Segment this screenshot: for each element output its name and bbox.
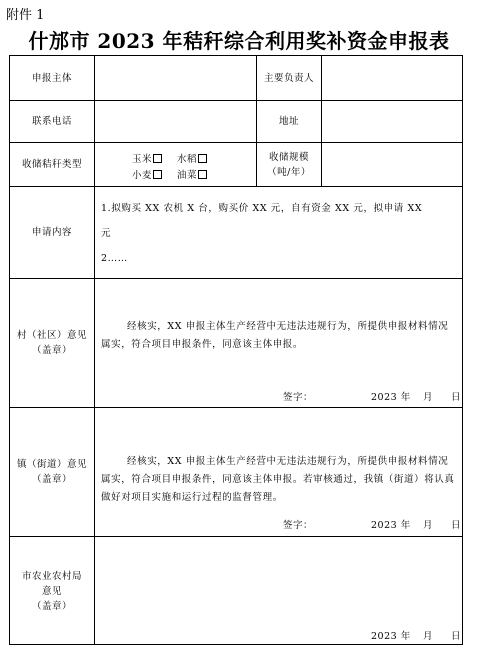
principal-label: 主要负责人: [263, 72, 314, 84]
principal-value-field[interactable]: [322, 56, 462, 100]
rice-checkbox[interactable]: [198, 154, 207, 163]
village-sign-label: 签字：: [283, 392, 314, 403]
straw-option-rice[interactable]: 水稻: [177, 151, 207, 165]
applicant-label: 申报主体: [31, 72, 72, 84]
town-date-year: 2023 年: [371, 520, 411, 531]
village-opinion-label: 村（社区）意见 （盖章）: [16, 330, 87, 356]
attachment-label: 附件 1: [6, 8, 45, 23]
phone-label: 联系电话: [31, 116, 72, 127]
scale-value-field[interactable]: [322, 143, 462, 186]
town-date-month: 月: [423, 520, 434, 531]
bureau-date-year: 2023 年: [371, 631, 411, 642]
scale-label: 收储规模 （吨/年）: [267, 151, 311, 178]
village-date-year: 2023 年: [371, 392, 411, 403]
application-content-label: 申请内容: [31, 227, 72, 238]
town-date-day: 日: [451, 520, 462, 531]
straw-option-rapeseed[interactable]: 油菜: [177, 167, 207, 181]
town-sign-label: 签字：: [283, 520, 314, 531]
town-opinion-text: 经核实，XX 申报主体生产经营中无违法违规行为，所提供申报材料情况属实，符合项目申报条件，同意该主体申报。若审核通过，我镇（街道）将认真做好对项目实施和运行过程的监督管理。: [101, 456, 455, 503]
bureau-opinion-label: 市农业农村局 意见 （盖章）: [21, 570, 82, 612]
address-value-field[interactable]: [322, 101, 462, 142]
straw-option-corn[interactable]: 玉米: [132, 151, 162, 165]
village-opinion-text: 经核实，XX 申报主体生产经营中无违法违规行为，所提供申报材料情况属实，符合项目申报条件，同意该主体申报。: [101, 321, 449, 350]
straw-type-label: 收储秸秆类型: [21, 159, 82, 170]
village-date-month: 月: [423, 392, 434, 403]
application-form-table: [9, 55, 463, 645]
bureau-date-month: 月: [423, 631, 434, 642]
application-content-text[interactable]: 1.拟购买 XX 农机 X 台，购买价 XX 元，自有资金 XX 元，拟申请 XX 元 2……: [101, 203, 423, 264]
page-title: 什邡市 2023 年秸秆综合利用奖补资金申报表: [28, 29, 450, 53]
wheat-checkbox[interactable]: [153, 170, 162, 179]
town-opinion-label: 镇（街道）意见 （盖章）: [16, 459, 87, 485]
address-label: 地址: [278, 116, 299, 127]
applicant-value-field[interactable]: [95, 56, 256, 100]
rapeseed-checkbox[interactable]: [198, 170, 207, 179]
phone-value-field[interactable]: [95, 101, 256, 142]
bureau-date-day: 日: [451, 631, 462, 642]
corn-checkbox[interactable]: [153, 154, 162, 163]
straw-option-wheat[interactable]: 小麦: [132, 167, 162, 181]
village-date-day: 日: [451, 392, 462, 403]
